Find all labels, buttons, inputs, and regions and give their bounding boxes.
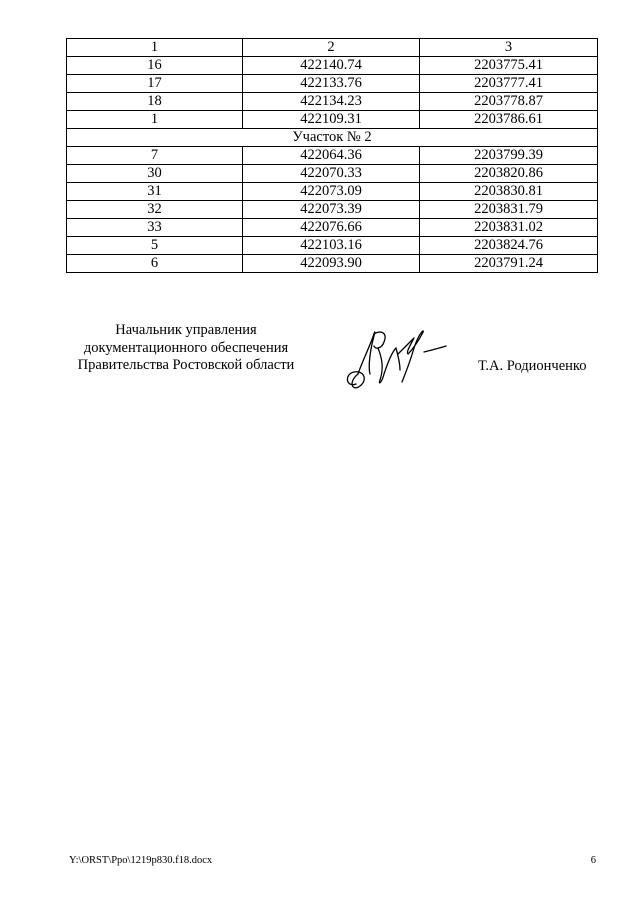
- point-number-cell: 7: [67, 147, 243, 165]
- y-coordinate-cell: 2203831.02: [420, 219, 598, 237]
- table-row: [67, 183, 598, 201]
- position-line: документационного обеспечения: [83, 339, 289, 356]
- x-coordinate-cell: 422134.23: [243, 93, 420, 111]
- point-number-cell: 32: [67, 201, 243, 219]
- section-title-row: [67, 129, 598, 147]
- y-coordinate-cell: 2203786.61: [420, 111, 598, 129]
- x-coordinate-cell: 422093.90: [243, 255, 420, 273]
- x-coordinate-cell: 422103.16: [243, 237, 420, 255]
- point-number-cell: 17: [67, 75, 243, 93]
- table-row: [67, 111, 598, 129]
- table-row: [67, 93, 598, 111]
- position-line: Правительства Ростовской области: [77, 357, 295, 373]
- y-coordinate-cell: 2203778.87: [420, 93, 598, 111]
- x-coordinate-cell: 422070.33: [243, 165, 420, 183]
- table-row: [67, 147, 598, 165]
- header-cell: 3: [420, 39, 598, 57]
- signature-block: [0, 322, 640, 402]
- y-coordinate-cell: 2203799.39: [420, 147, 598, 165]
- point-number-cell: 31: [67, 183, 243, 201]
- point-number-cell: 5: [67, 237, 243, 255]
- point-number-cell: 6: [67, 255, 243, 273]
- point-number-cell: 16: [67, 57, 243, 75]
- point-number-cell: 33: [67, 219, 243, 237]
- page-number: 6: [590, 855, 596, 866]
- y-coordinate-cell: 2203791.24: [420, 255, 598, 273]
- table-row: [67, 75, 598, 93]
- x-coordinate-cell: 422109.31: [243, 111, 420, 129]
- table-row: [67, 201, 598, 219]
- footer-file-path: Y:\ORST\Ppo\1219p830.f18.docx: [69, 855, 213, 866]
- y-coordinate-cell: 2203824.76: [420, 237, 598, 255]
- y-coordinate-cell: 2203775.41: [420, 57, 598, 75]
- x-coordinate-cell: 422073.39: [243, 201, 420, 219]
- table-row: [67, 237, 598, 255]
- table-row: [67, 219, 598, 237]
- x-coordinate-cell: 422076.66: [243, 219, 420, 237]
- point-number-cell: 30: [67, 165, 243, 183]
- handwritten-signature: [340, 322, 450, 394]
- y-coordinate-cell: 2203830.81: [420, 183, 598, 201]
- signatory-name: Т.А. Родионченко: [478, 358, 587, 374]
- section-title: Участок № 2: [67, 129, 598, 147]
- table-row: [67, 255, 598, 273]
- header-cell: 2: [243, 39, 420, 57]
- point-number-cell: 18: [67, 93, 243, 111]
- x-coordinate-cell: 422064.36: [243, 147, 420, 165]
- table-header-row: [67, 39, 598, 57]
- point-number-cell: 1: [67, 111, 243, 129]
- table-row: [67, 57, 598, 75]
- x-coordinate-cell: 422140.74: [243, 57, 420, 75]
- y-coordinate-cell: 2203777.41: [420, 75, 598, 93]
- header-cell: 1: [67, 39, 243, 57]
- y-coordinate-cell: 2203831.79: [420, 201, 598, 219]
- table-row: [67, 165, 598, 183]
- x-coordinate-cell: 422133.76: [243, 75, 420, 93]
- x-coordinate-cell: 422073.09: [243, 183, 420, 201]
- signatory-position: [68, 322, 304, 375]
- y-coordinate-cell: 2203820.86: [420, 165, 598, 183]
- position-line: Начальник управления: [115, 322, 257, 338]
- coordinates-table: [66, 38, 598, 273]
